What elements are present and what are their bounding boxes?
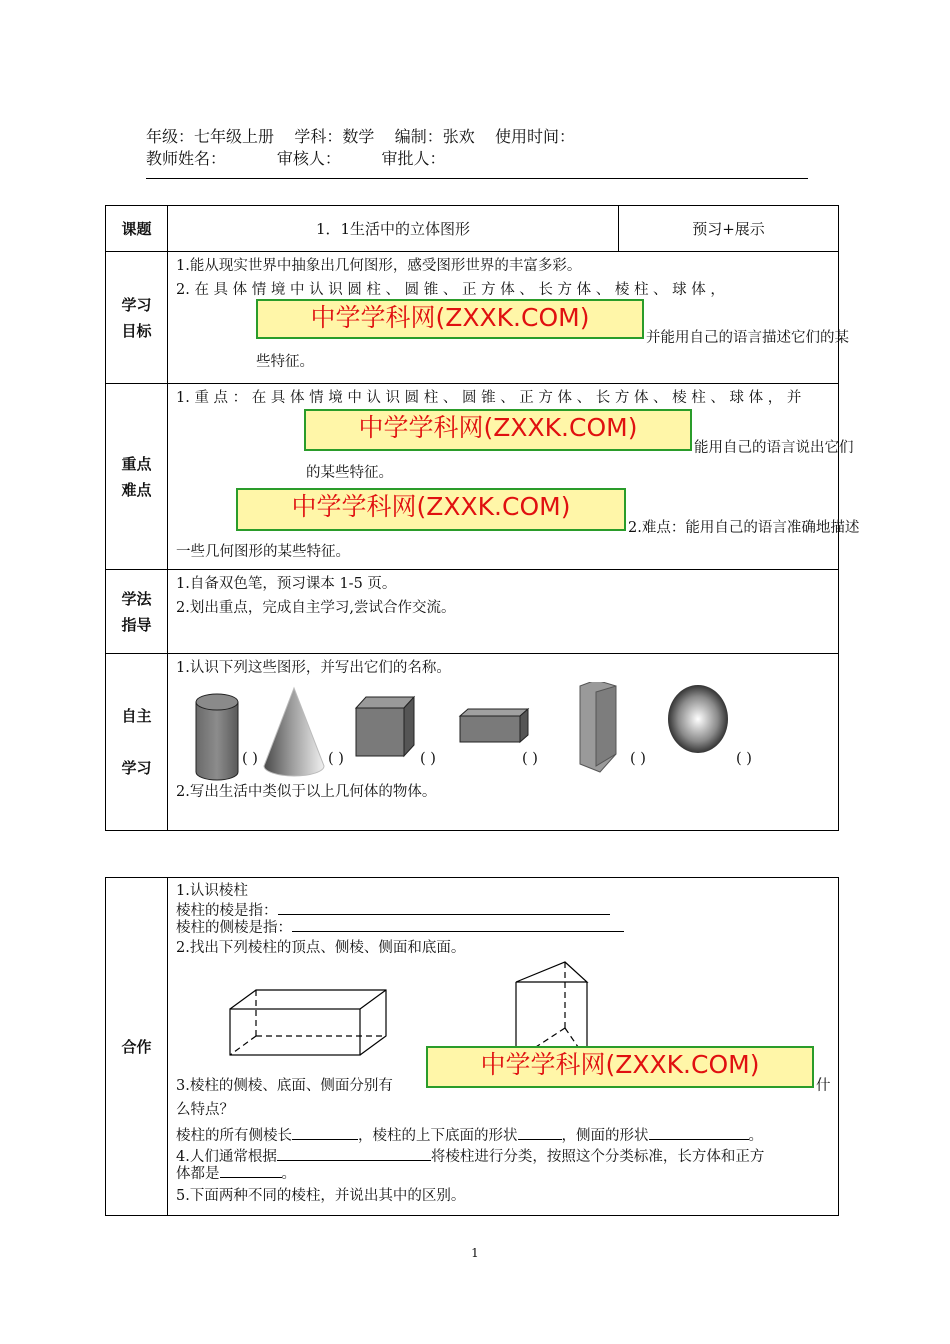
- answer-blank[interactable]: [277, 1160, 431, 1161]
- coop-line-9: [176, 1167, 296, 1182]
- watermark-logo: 中学学科网(ZXXK.COM): [426, 1046, 814, 1088]
- answer-blank[interactable]: [649, 1139, 749, 1140]
- coop-line-4: 2.找出下列棱柱的顶点、侧棱、侧面和底面。: [176, 940, 466, 956]
- sphere-icon: [668, 685, 728, 753]
- header-rule: [146, 178, 808, 179]
- self-study-label: 自主 学习: [106, 654, 168, 831]
- coop-line-1: 1.认识棱柱: [176, 883, 248, 899]
- method-line-2: 2.划出重点，完成自主学习,尝试合作交流。: [176, 600, 456, 616]
- answer-paren[interactable]: ( ): [522, 751, 538, 767]
- key-label: 重点 难点: [106, 384, 168, 570]
- cylinder-icon: [196, 694, 238, 780]
- topic-type-text: 预习+展示: [692, 220, 765, 238]
- key-line-5: 一些几何图形的某些特征。: [176, 544, 350, 560]
- method-cell: [168, 570, 839, 654]
- coop-line-3: [176, 921, 624, 935]
- rectangular-prism-icon: [230, 990, 386, 1055]
- coop-line-2: [176, 904, 610, 918]
- base-shape-text: ，棱柱的上下底面的形状: [358, 1128, 518, 1144]
- prism-edge-question: 棱柱的棱是指：: [176, 903, 278, 919]
- answer-blank[interactable]: [292, 1139, 358, 1140]
- cone-icon: [264, 688, 324, 776]
- coop-line-7: [176, 1124, 763, 1145]
- self-study-cell: [168, 654, 839, 831]
- lateral-edge-text: 棱柱的所有侧棱长: [176, 1128, 292, 1144]
- self-line-2: 2.写出生活中类似于以上几何体的物体。: [176, 784, 437, 800]
- period-text: 。: [748, 1128, 763, 1144]
- answer-paren[interactable]: ( ): [242, 751, 258, 767]
- key-line-4: 2.难点：能用自己的语言准确地描述: [628, 520, 860, 536]
- cuboid-icon: [460, 709, 528, 742]
- key-line-1: 1. 重 点 ： 在 具 体 情 境 中 认 识 圆 柱 、 圆 锥 、 正 方 体 、 长 方 体 、 棱 柱 、 球 体 ， 并: [176, 390, 802, 406]
- period-text: 。: [281, 1166, 296, 1182]
- goal-line-3: 并能用自己的语言描述它们的某: [646, 330, 849, 346]
- cube-icon: [356, 697, 414, 756]
- study-plan-table: [105, 205, 860, 831]
- answer-paren[interactable]: ( ): [328, 751, 344, 767]
- answer-blank[interactable]: [518, 1139, 562, 1140]
- goal-line-2: 2. 在 具 体 情 境 中 认 识 圆 柱 、 圆 锥 、 正 方 体 、 长 方 体 、 棱 柱 、 球 体 ，: [176, 282, 725, 298]
- answer-blank[interactable]: [278, 914, 610, 915]
- header-line-2: 教师姓名： 审核人： 审批人：: [146, 149, 446, 168]
- key-line-3: 的某些特征。: [306, 465, 393, 481]
- key-line-2: 能用自己的语言说出它们: [694, 440, 854, 456]
- answer-paren[interactable]: ( ): [736, 751, 752, 767]
- cooperation-label: 合作: [106, 878, 168, 1216]
- prism-lateral-edge-question: 棱柱的侧棱是指：: [176, 920, 292, 936]
- classify-text: 4.人们通常根据: [176, 1149, 277, 1165]
- header-line-1: 年级：七年级上册 学科：数学 编制：张欢 使用时间：: [146, 127, 576, 146]
- coop-line-5-end: 什: [816, 1078, 831, 1094]
- answer-paren[interactable]: ( ): [630, 751, 646, 767]
- side-shape-text: ，侧面的形状: [561, 1128, 649, 1144]
- method-label: 学法 指导: [106, 570, 168, 654]
- answer-blank[interactable]: [292, 931, 624, 932]
- answer-paren[interactable]: ( ): [420, 751, 436, 767]
- goal-line-4: 些特征。: [256, 354, 314, 370]
- solid-shapes: [168, 682, 838, 792]
- watermark-logo: 中学学科网(ZXXK.COM): [256, 299, 644, 339]
- goals-label: 学习 目标: [106, 252, 168, 384]
- topic-label: 课题: [106, 206, 168, 252]
- topic-title: [168, 206, 619, 252]
- coop-line-6: 么特点？: [176, 1102, 234, 1118]
- cooperation-cell: [168, 878, 839, 1216]
- page-number: 1: [471, 1246, 479, 1260]
- watermark-logo: 中学学科网(ZXXK.COM): [304, 409, 692, 451]
- topic-type: [619, 206, 839, 252]
- watermark-logo: 中学学科网(ZXXK.COM): [236, 488, 626, 531]
- coop-line-10: 5.下面两种不同的棱柱，并说出其中的区别。: [176, 1188, 466, 1204]
- cube-category-text: 体都是: [176, 1166, 220, 1182]
- goal-line-1: 1.能从现实世界中抽象出几何图形，感受图形世界的丰富多彩。: [176, 258, 582, 274]
- goals-cell: [168, 252, 849, 384]
- coop-line-5: 3.棱柱的侧棱、底面、侧面分别有: [176, 1078, 393, 1094]
- pentagonal-prism-icon: [580, 682, 616, 772]
- answer-blank[interactable]: [220, 1177, 282, 1178]
- coop-line-8: [176, 1150, 764, 1165]
- self-line-1: 1.认识下列这些图形，并写出它们的名称。: [176, 660, 451, 676]
- key-cell: [168, 384, 860, 570]
- topic-title-text: 1．1生活中的立体图形: [315, 220, 471, 238]
- method-line-1: 1.自备双色笔，预习课本 1-5 页。: [176, 576, 397, 592]
- cooperation-table: [105, 877, 839, 1216]
- classify-text-2: 将棱柱进行分类，按照这个分类标准，长方体和正方: [430, 1149, 765, 1165]
